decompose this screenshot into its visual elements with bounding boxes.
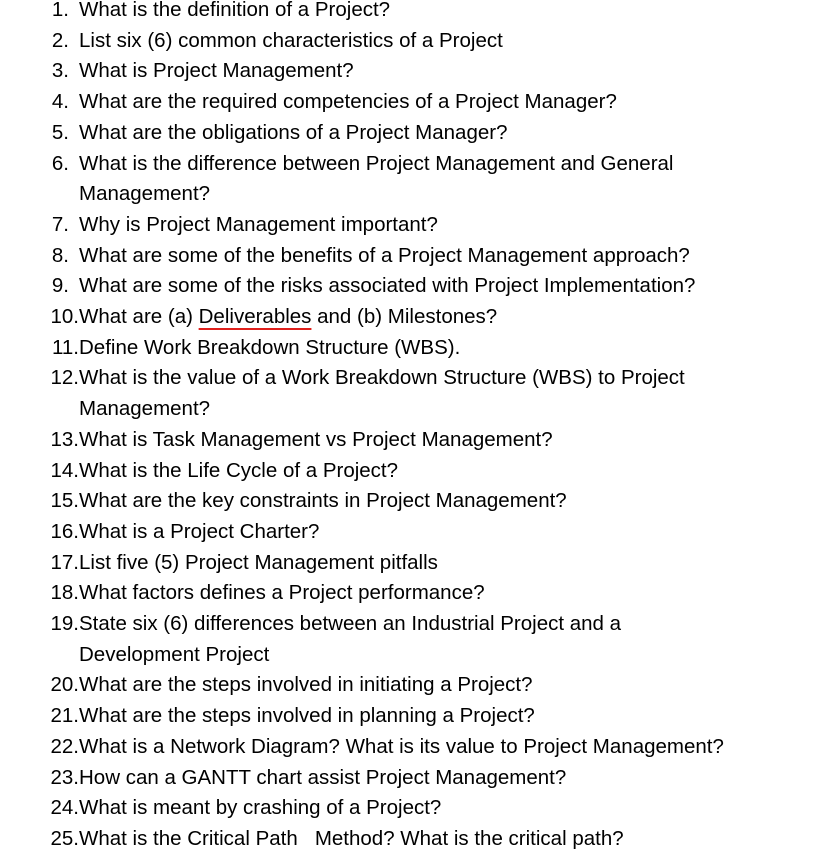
item-text: What are some of the risks associated with Project Implementation? xyxy=(79,274,696,298)
item-text: What is a Network Diagram? What is its value to Project Management? xyxy=(79,734,724,758)
item-number: 24. xyxy=(50,796,79,820)
item-number: 19. xyxy=(50,612,79,636)
item-text: What are the key constraints in Project Management? xyxy=(79,489,567,513)
item-text-before: What are (a) xyxy=(79,305,199,329)
item-number: 21. xyxy=(50,704,79,728)
item-number: 12. xyxy=(50,366,79,390)
item-number: 5. xyxy=(51,120,69,144)
item-text: What is the difference between Project Management and General Management? xyxy=(79,151,674,206)
item-number: 22. xyxy=(50,734,79,758)
item-number: 20. xyxy=(50,673,79,697)
item-number: 2. xyxy=(51,28,69,52)
list-item xyxy=(0,425,838,456)
item-number: 11. xyxy=(52,335,79,359)
item-text: What is a Project Charter? xyxy=(79,519,320,543)
list-item xyxy=(0,578,838,609)
item-text: Define Work Breakdown Structure (WBS). xyxy=(79,335,461,359)
item-text: What factors defines a Project performance? xyxy=(79,581,485,605)
list-item xyxy=(0,363,838,424)
list-item xyxy=(0,87,838,118)
item-number: 17. xyxy=(50,550,79,574)
item-number: 14. xyxy=(50,458,79,482)
item-text: How can a GANTT chart assist Project Management? xyxy=(79,765,567,789)
list-item xyxy=(0,793,838,824)
item-number: 25. xyxy=(50,826,79,850)
item-text xyxy=(79,302,769,333)
list-item xyxy=(0,456,838,487)
item-number: 9. xyxy=(51,274,69,298)
list-item xyxy=(0,670,838,701)
item-number: 15. xyxy=(50,489,79,513)
list-item xyxy=(0,0,838,26)
item-number: 8. xyxy=(51,243,69,267)
item-number: 18. xyxy=(50,581,79,605)
item-text: What is the definition of a Project? xyxy=(79,0,391,21)
list-item xyxy=(0,56,838,87)
item-text: State six (6) differences between an Industrial Project and a Development Project xyxy=(79,612,622,666)
list-item xyxy=(0,210,838,241)
item-text-after: and (b) Milestones? xyxy=(311,305,498,329)
item-text: What are the required competencies of a Project Manager? xyxy=(79,90,617,114)
list-item xyxy=(0,517,838,548)
item-number: 7. xyxy=(51,212,69,236)
spellcheck-flagged-word: Deliverables xyxy=(198,305,312,329)
item-number: 23. xyxy=(50,765,79,789)
item-number: 1. xyxy=(51,0,69,21)
list-item xyxy=(0,302,838,333)
item-text: What is Task Management vs Project Management? xyxy=(79,427,553,451)
list-item xyxy=(0,763,838,794)
item-text: What are the obligations of a Project Manager? xyxy=(79,120,508,144)
list-item xyxy=(0,271,838,302)
item-number: 3. xyxy=(51,59,69,83)
item-text: What is the Critical Path Method? What is the critical path? xyxy=(79,826,624,850)
list-item xyxy=(0,824,838,855)
list-item xyxy=(0,609,838,670)
item-number: 4. xyxy=(51,90,69,114)
list-item xyxy=(0,486,838,517)
list-item xyxy=(0,241,838,272)
list-item xyxy=(0,732,838,763)
item-number: 6. xyxy=(51,151,69,175)
item-number: 10. xyxy=(50,305,79,329)
item-text: What is the value of a Work Breakdown Structure (WBS) to Project Management? xyxy=(79,366,685,421)
item-text: What are the steps involved in initiating a Project? xyxy=(79,673,533,697)
item-text: List six (6) common characteristics of a Project xyxy=(79,28,503,52)
list-item xyxy=(0,149,838,210)
item-text: What is meant by crashing of a Project? xyxy=(79,796,442,820)
list-item xyxy=(0,548,838,579)
item-number: 16. xyxy=(50,519,79,543)
list-item xyxy=(0,701,838,732)
item-text: Why is Project Management important? xyxy=(79,212,438,236)
list-item xyxy=(0,26,838,57)
item-text: What are some of the benefits of a Project Management approach? xyxy=(79,243,690,267)
item-text: List five (5) Project Management pitfalls xyxy=(79,550,438,574)
item-text: What are the steps involved in planning a Project? xyxy=(79,704,535,728)
list-item xyxy=(0,333,838,364)
item-number: 13. xyxy=(50,427,79,451)
item-text: What is Project Management? xyxy=(79,59,354,83)
list-item xyxy=(0,118,838,149)
item-text: What is the Life Cycle of a Project? xyxy=(79,458,399,482)
